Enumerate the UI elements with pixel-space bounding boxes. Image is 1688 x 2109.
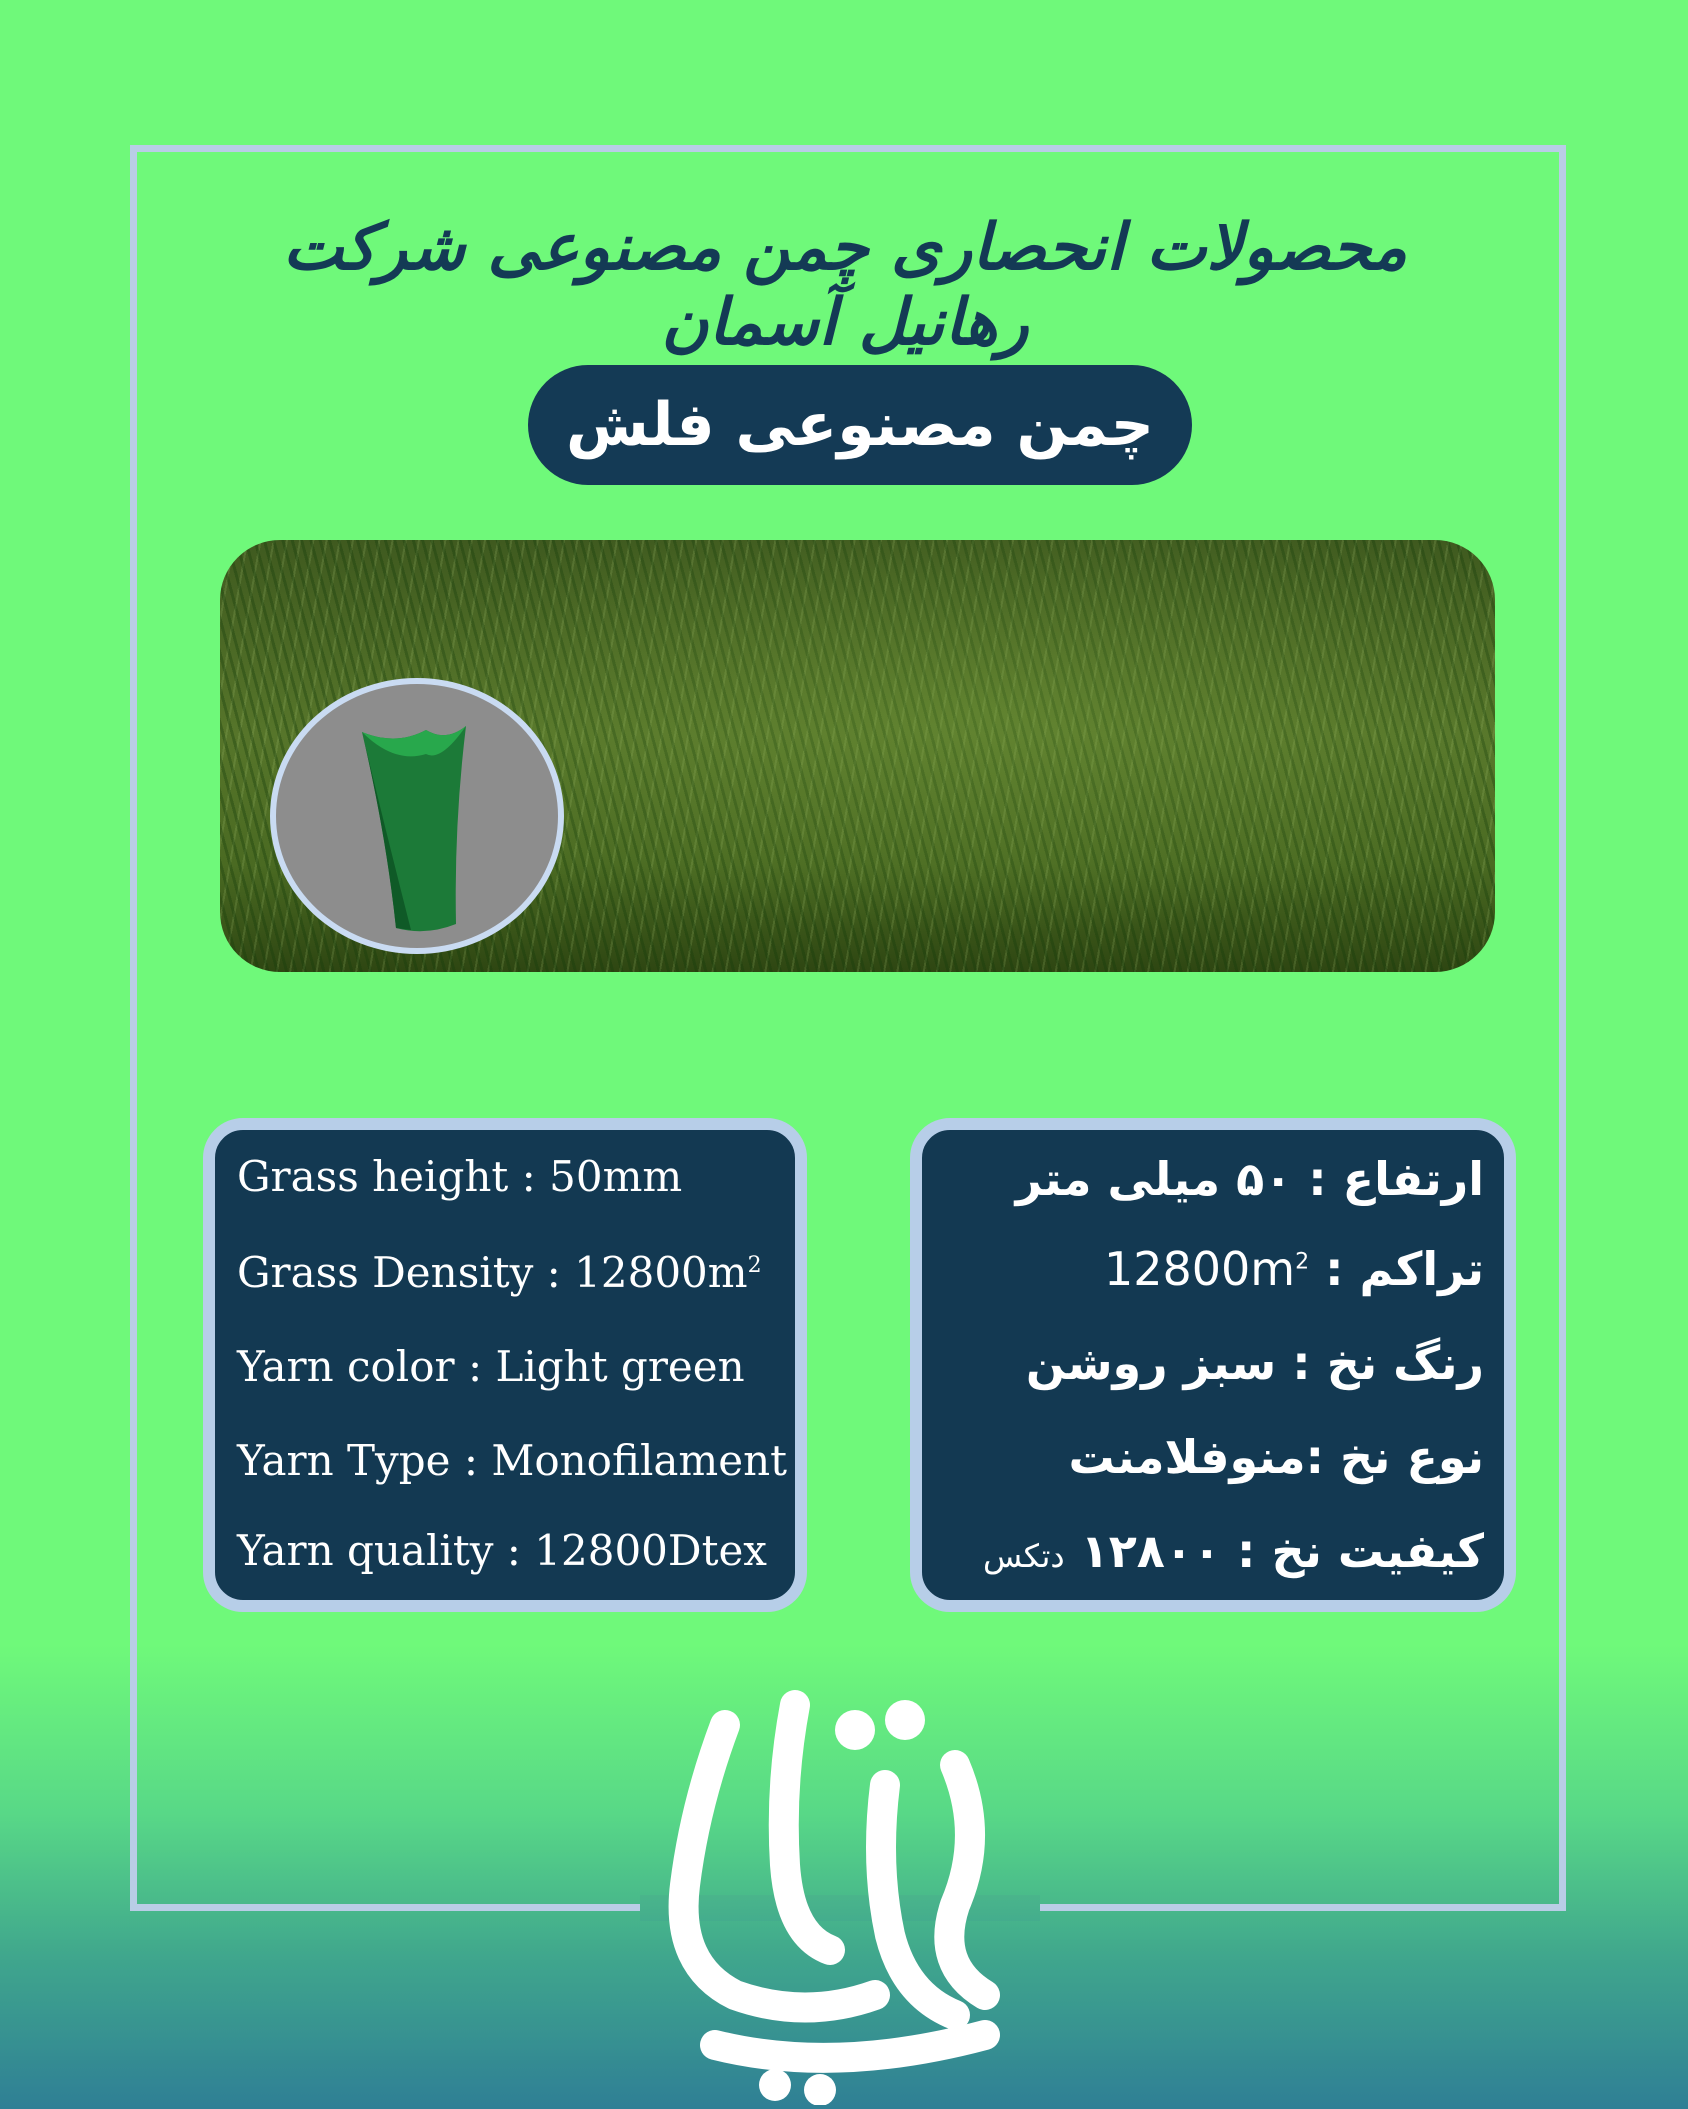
density-superscript: 2 bbox=[747, 1253, 762, 1278]
spec-grass-density bbox=[237, 1248, 762, 1297]
spec-fa-quality-unit: دتکس bbox=[982, 1537, 1065, 1575]
spec-panel-persian bbox=[910, 1118, 1516, 1612]
spec-fa-quality-label: کیفیت نخ : ۱۲۸۰۰ bbox=[1064, 1524, 1484, 1578]
grass-blade-badge bbox=[270, 678, 564, 954]
spec-yarn-quality: Yarn quality : 12800Dtex bbox=[237, 1526, 767, 1575]
company-title: محصولات انحصاری چمن مصنوعی شرکت رهانیل آسمان bbox=[282, 210, 1408, 360]
spec-grass-height: Grass height : 50mm bbox=[237, 1152, 683, 1201]
product-name-pill bbox=[528, 365, 1192, 485]
spec-fa-color: رنگ نخ : سبز روشن bbox=[1025, 1336, 1484, 1390]
spec-fa-type: نوع نخ :منوفلامنت bbox=[1068, 1430, 1484, 1484]
spec-fa-density-value: $12800m^2$ bbox=[1103, 1242, 1310, 1296]
density-superscript-fa: 2 bbox=[1295, 1249, 1310, 1275]
spec-grass-density-text: Grass Density : 12800m bbox=[237, 1248, 748, 1297]
spec-panel-english bbox=[203, 1118, 807, 1612]
grass-blade-icon bbox=[276, 684, 558, 948]
spec-yarn-color: Yarn color : Light green bbox=[237, 1342, 745, 1391]
spec-yarn-type: Yarn Type : Monofilament bbox=[237, 1436, 788, 1485]
spec-fa-density bbox=[1104, 1242, 1484, 1296]
rahanil-logo bbox=[655, 1665, 1035, 2105]
spec-fa-density-label: تراکم : bbox=[1309, 1242, 1484, 1296]
spec-fa-height: ارتفاع : ۵۰ میلی متر bbox=[1015, 1152, 1484, 1206]
product-name: چمن مصنوعی فلش bbox=[566, 390, 1154, 460]
spec-fa-quality bbox=[983, 1524, 1484, 1578]
